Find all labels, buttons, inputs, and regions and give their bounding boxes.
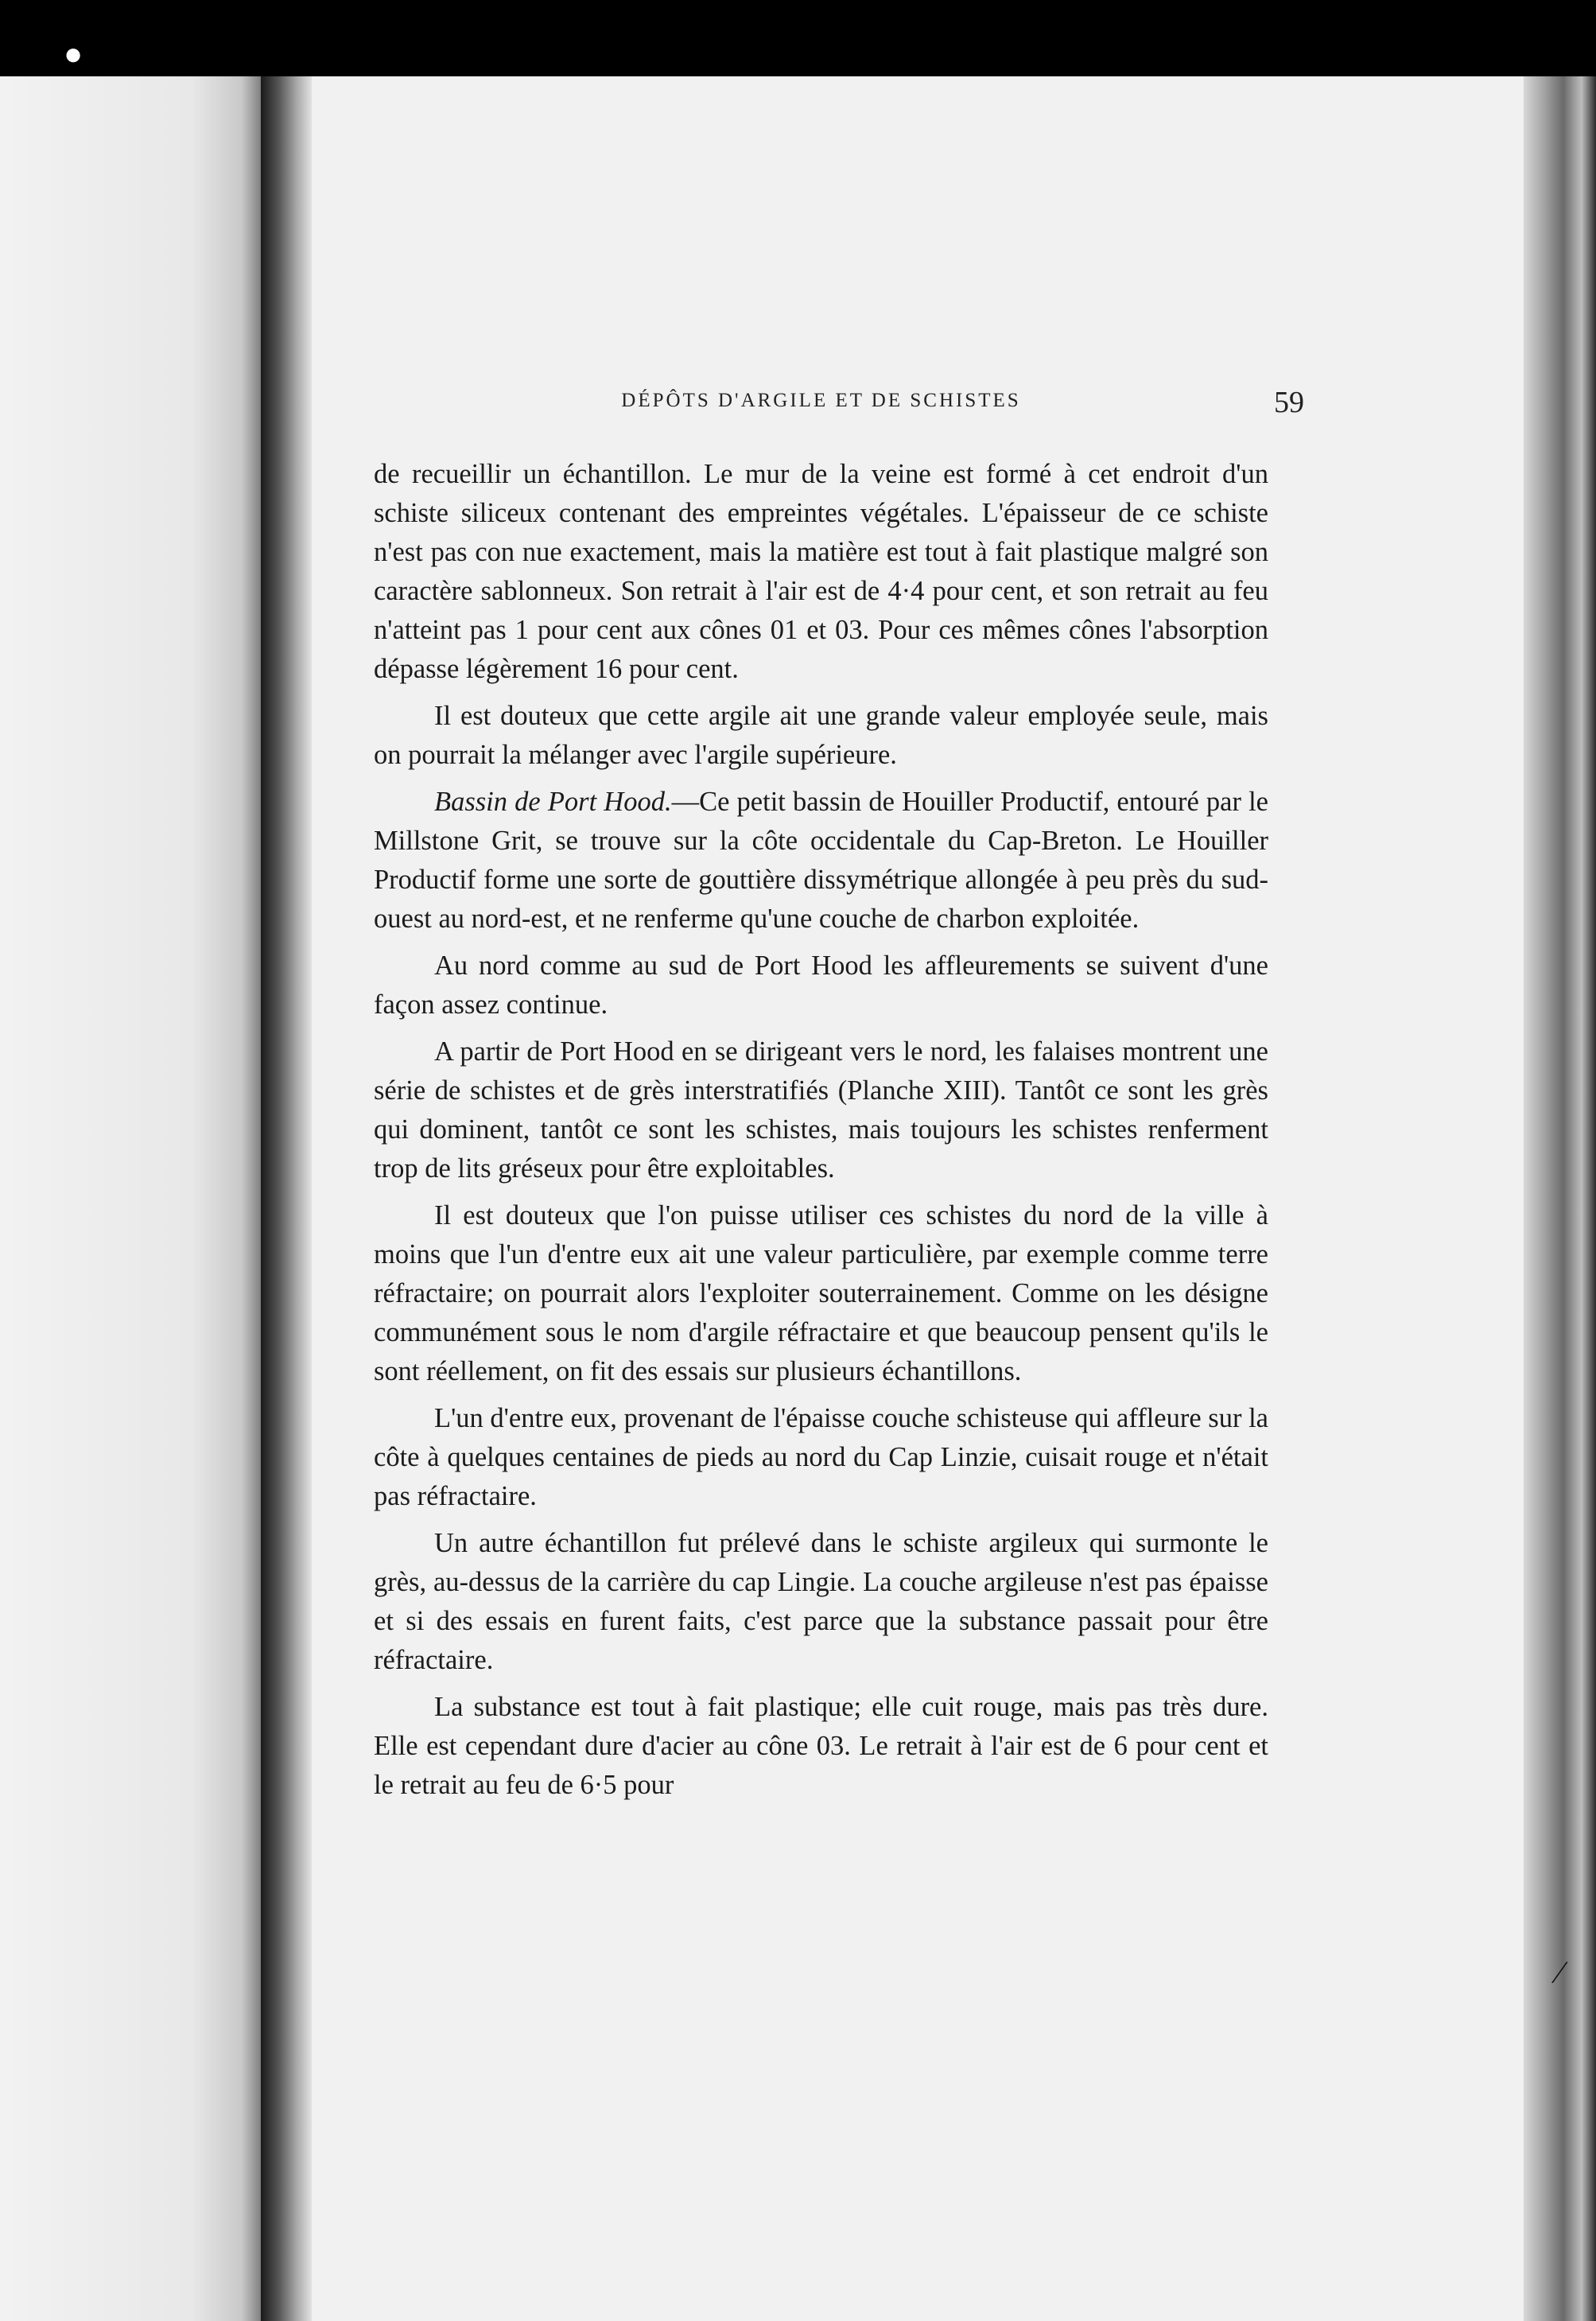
paragraph-text: de recueillir un échantillon. Le mur de la veine est formé à cet endroit d'un schiste siliceux contenant des empreintes végétales. L'épaisseur de ce schiste n'est pas con nue exactement, mais la matière est tout à fait plastique malgré son caractère sablonneux. Son retrait à l'air est de 4·4 pour cent, et son retrait au feu n'atteint pas 1 pour cent aux cônes 01 et 03. Pour ces mêmes cônes l'absorption dépasse légèrement 16 pour cent.	[374, 459, 1268, 684]
paragraph	[374, 947, 1268, 1024]
paragraph	[374, 783, 1268, 939]
paragraph-text: Un autre échantillon fut prélevé dans le schiste argileux qui surmonte le grès, au-dessus de la carrière du cap Lingie. La couche argileuse n'est pas épaisse et si des essais en furent faits, c'est parce que la substance passait pour être réfractaire.	[374, 1528, 1268, 1675]
paragraph-text: Il est douteux que l'on puisse utiliser ces schistes du nord de la ville à moins que l'un d'entre eux ait une valeur particulière, par exemple comme terre réfractaire; on pourrait alors l'exploiter souterrainement. Comme on les désigne communément sous le nom d'argile réfractaire et que beaucoup pensent qu'ils le sont réellement, on fit des essais sur plusieurs échantillons.	[374, 1200, 1268, 1386]
paragraph-text: La substance est tout à fait plastique; elle cuit rouge, mais pas très dure. Elle est cependant dure d'acier au cône 03. Le retrait à l'air est de 6 pour cent et le retrait au feu de 6·5 pour	[374, 1692, 1268, 1800]
page-number: 59	[1274, 386, 1304, 419]
paragraph	[374, 1688, 1268, 1805]
paragraph	[374, 1399, 1268, 1516]
section-lead: Bassin de Port Hood.	[434, 787, 672, 817]
paragraph	[374, 455, 1268, 689]
body-text	[374, 455, 1268, 1813]
paragraph	[374, 697, 1268, 775]
paragraph-text: Au nord comme au sud de Port Hood les affleurements se suivent d'une façon assez continue.	[374, 951, 1268, 1020]
paragraph-text: Il est douteux que cette argile ait une grande valeur employée seule, mais on pourrait la mélanger avec l'argile supérieure.	[374, 701, 1268, 770]
corner-mark-icon: ●	[64, 36, 83, 72]
paragraph-text: —Ce petit bassin de Houiller Productif, entouré par le Millstone Grit, se trouve sur la côte occidentale du Cap-Breton. Le Houiller Productif forme une sorte de gouttière dissymétrique allongée à peu près du sud-ouest au nord-est, et ne renferme qu'une couche de charbon exploitée.	[374, 787, 1268, 934]
paragraph	[374, 1032, 1268, 1188]
running-head: DÉPÔTS D'ARGILE ET DE SCHISTES	[621, 390, 1021, 411]
book-gutter	[261, 76, 312, 2321]
paragraph-text: A partir de Port Hood en se dirigeant vers le nord, les falaises montrent une série de schistes et de grès interstratifiés (Planche XIII). Tantôt ce sont les grès qui dominent, tantôt ce sont les schistes, mais toujours les schistes renferment trop de lits gréseux pour être exploitables.	[374, 1036, 1268, 1184]
edge-mark-icon: ⁄	[1557, 1954, 1563, 1990]
facing-page-edge	[0, 76, 274, 2321]
paragraph	[374, 1524, 1268, 1680]
paragraph-text: L'un d'entre eux, provenant de l'épaisse couche schisteuse qui affleure sur la côte à quelques centaines de pieds au nord du Cap Linzie, cuisait rouge et n'était pas réfractaire.	[374, 1403, 1268, 1511]
paragraph	[374, 1196, 1268, 1391]
